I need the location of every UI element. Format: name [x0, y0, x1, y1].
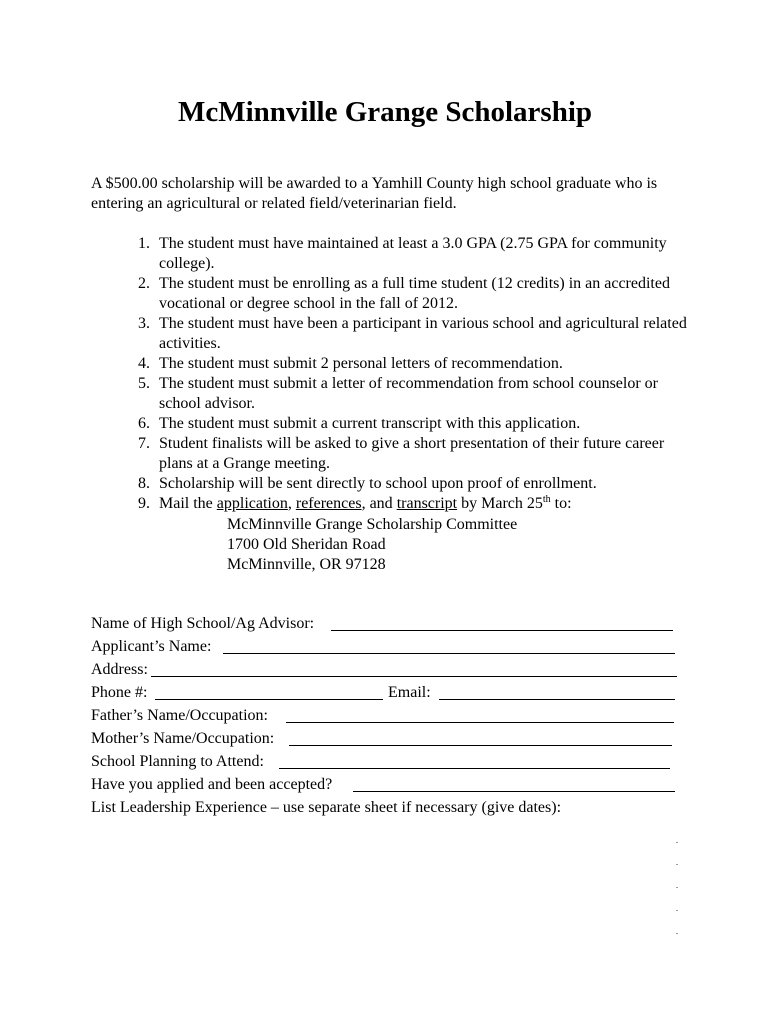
phone-email-row [91, 684, 681, 706]
margin-mark [676, 933, 678, 934]
applied-row [91, 776, 681, 798]
address-line: McMinnville Grange Scholarship Committee [227, 516, 518, 533]
item-number: 2. [138, 275, 150, 292]
school-field[interactable] [279, 753, 670, 769]
phone-field[interactable] [155, 684, 383, 700]
references-text: references [295, 495, 362, 512]
item-text: The student must submit a letter of recommendation from school counselor or school advisor. [159, 375, 658, 412]
address-line: McMinnville, OR 97128 [227, 556, 386, 573]
mailing-address [227, 515, 517, 575]
list-item [130, 434, 690, 474]
list-item [130, 234, 690, 274]
margin-mark [676, 910, 678, 911]
application-text: application [216, 495, 288, 512]
applicant-row [91, 638, 681, 660]
mother-label: Mother’s Name/Occupation: [91, 730, 275, 747]
applied-label: Have you applied and been accepted? [91, 776, 333, 793]
separator: , and [361, 495, 397, 512]
advisor-field[interactable] [331, 615, 673, 631]
deadline-text: by March 25 [457, 495, 543, 512]
address-label: Address: [91, 661, 148, 678]
father-label: Father’s Name/Occupation: [91, 707, 268, 724]
mother-row [91, 730, 681, 752]
margin-mark [676, 864, 678, 865]
item-number: 6. [138, 415, 150, 432]
list-item [130, 474, 690, 494]
item-number: 3. [138, 315, 150, 332]
father-field[interactable] [286, 707, 674, 723]
item-text: Scholarship will be sent directly to school upon proof of enrollment. [159, 475, 597, 492]
item-text: The student must submit a current transcript with this application. [159, 415, 581, 432]
item-number: 5. [138, 375, 150, 392]
requirements-list [130, 234, 690, 514]
address-row [91, 661, 681, 683]
page-title: McMinnville Grange Scholarship [177, 96, 593, 128]
email-label: Email: [388, 684, 431, 701]
leadership-row [91, 799, 681, 821]
applied-field[interactable] [353, 776, 675, 792]
margin-mark [676, 887, 678, 888]
leadership-label: List Leadership Experience – use separate sheet if necessary (give dates): [91, 799, 562, 816]
intro-paragraph: A $500.00 scholarship will be awarded to a Yamhill County high school graduate who is entering an agricultural or related field/veterinarian field. [91, 175, 658, 212]
address-field[interactable] [151, 661, 677, 677]
mail-prefix: Mail the [159, 495, 217, 512]
address-line: 1700 Old Sheridan Road [227, 536, 386, 553]
separator: , [287, 495, 296, 512]
phone-label: Phone #: [91, 684, 148, 701]
item-number: 9. [138, 495, 150, 512]
list-item [130, 414, 690, 434]
margin-mark [676, 842, 678, 843]
list-item [130, 314, 690, 354]
applicant-name-field[interactable] [223, 638, 675, 654]
item-number: 4. [138, 355, 150, 372]
item-number: 7. [138, 435, 150, 452]
email-field[interactable] [439, 684, 675, 700]
to-text: to: [550, 495, 572, 512]
school-label: School Planning to Attend: [91, 753, 264, 770]
item-text: The student must have been a participant in various school and agricultural related activities. [159, 315, 687, 352]
list-item [130, 354, 690, 374]
item-text: The student must have maintained at least a 3.0 GPA (2.75 GPA for community college). [159, 235, 667, 272]
advisor-row [91, 615, 681, 637]
list-item [130, 274, 690, 314]
item-text: The student must be enrolling as a full time student (12 credits) in an accredited vocational or degree school in the fall of 2012. [159, 275, 670, 312]
item-number: 8. [138, 475, 150, 492]
item-text: Student finalists will be asked to give a short presentation of their future career plans at a Grange meeting. [159, 435, 665, 472]
mail-instructions-item [130, 494, 690, 514]
school-row [91, 753, 681, 775]
transcript-text: transcript [396, 495, 458, 512]
advisor-label: Name of High School/Ag Advisor: [91, 615, 315, 632]
item-number: 1. [138, 235, 150, 252]
item-text: The student must submit 2 personal letters of recommendation. [159, 355, 563, 372]
ordinal-suffix: th [542, 494, 551, 505]
mother-field[interactable] [289, 730, 672, 746]
list-item [130, 374, 690, 414]
father-row [91, 707, 681, 729]
applicant-label: Applicant’s Name: [91, 638, 212, 655]
